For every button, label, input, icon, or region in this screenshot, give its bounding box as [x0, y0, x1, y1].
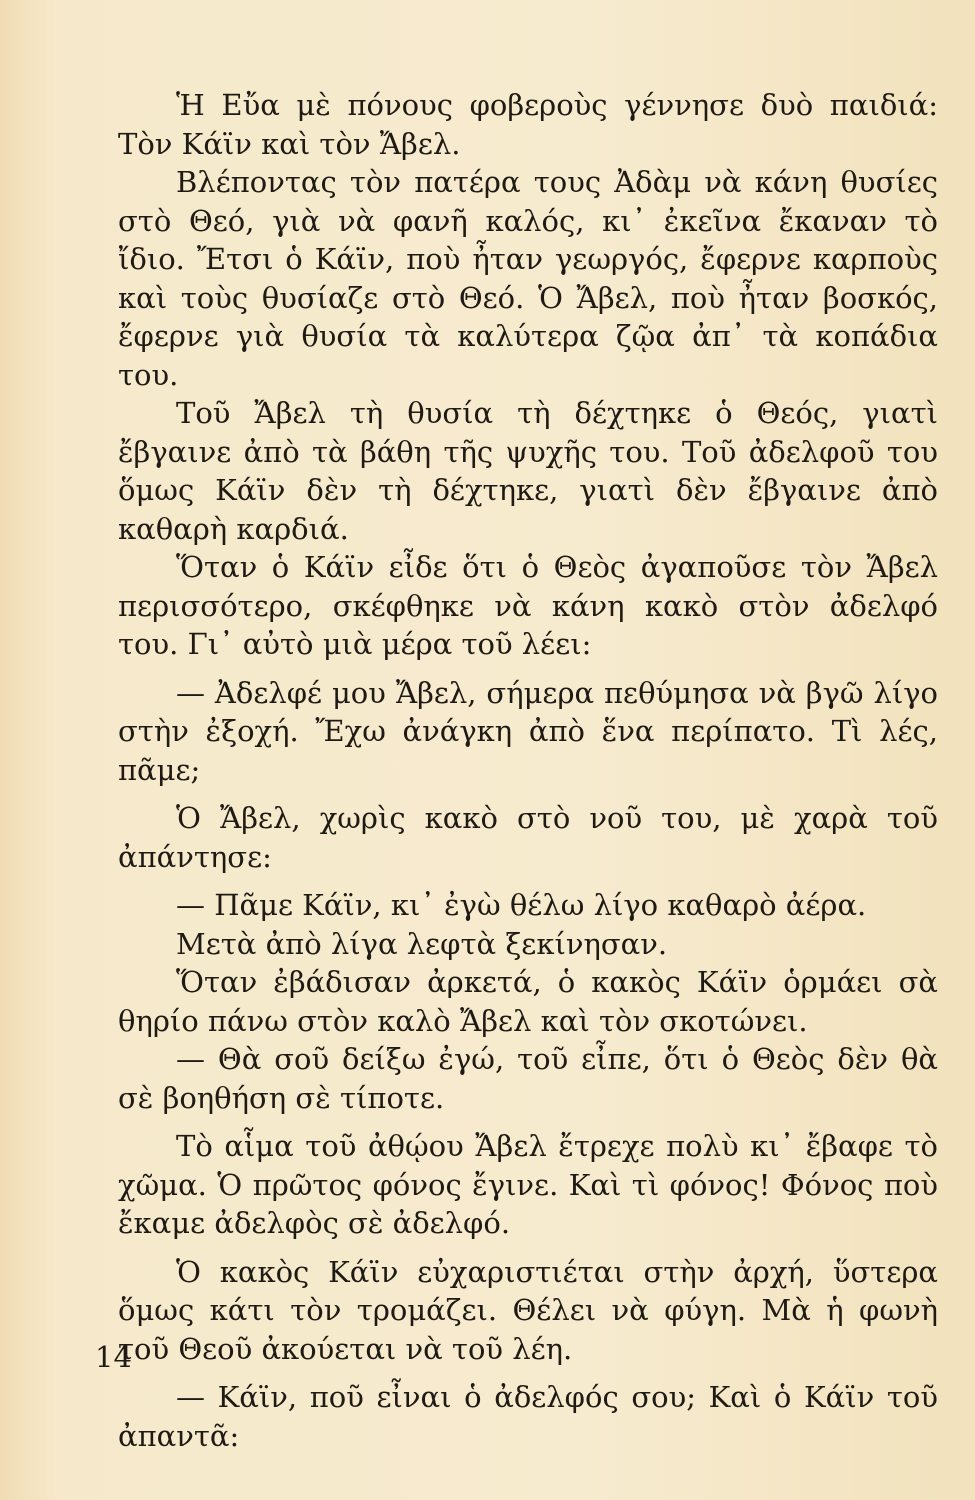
page-text: [118, 86, 938, 1455]
paragraph-5: — Ἀδελφέ μου Ἄβελ, σήμερα πεθύμησα νὰ βγῶ λίγο στὴν ἐξοχή. Ἔχω ἀνάγκη ἀπὸ ἕνα περίπατο. Τὶ λές, πᾶμε;: [118, 675, 938, 787]
paragraph-10: — Θὰ σοῦ δείξω ἐγώ, τοῦ εἶπε, ὅτι ὁ Θεὸς δὲν θὰ σὲ βοηθήση σὲ τίποτε.: [118, 1042, 938, 1115]
paragraph-11: Τὸ αἷμα τοῦ ἀθῴου Ἄβελ ἔτρεχε πολὺ κι᾿ ἔβαφε τὸ χῶμα. Ὁ πρῶτος φόνος ἔγινε. Καὶ τὶ φόνος! Φόνος ποὺ ἔκαμε ἀδελφὸς σὲ ἀδελφό.: [118, 1129, 938, 1240]
paragraph-4: Ὅταν ὁ Κάϊν εἶδε ὅτι ὁ Θεὸς ἀγαποῦσε τὸν Ἄβελ περισσότερο, σκέφθηκε νὰ κάνη κακὸ στὸν ἀδελφό του. Γι᾿ αὐτὸ μιὰ μέρα τοῦ λέει:: [118, 550, 938, 661]
paragraph-7: — Πᾶμε Κάϊν, κι᾿ ἐγὼ θέλω λίγο καθαρὸ ἀέρα.: [176, 888, 867, 922]
paragraph-1: Ἡ Εὔα μὲ πόνους φοβεροὺς γέννησε δυὸ παιδιά: Τὸν Κάϊν καὶ τὸν Ἄβελ.: [118, 88, 938, 161]
paragraph-9: Ὅταν ἐβάδισαν ἀρκετά, ὁ κακὸς Κάϊν ὁρμάει σὰ θηρίο πάνω στὸν καλὸ Ἄβελ καὶ τὸν σκοτώνει.: [118, 965, 938, 1038]
paragraph-2: Βλέποντας τὸν πατέρα τους Ἀδὰμ νὰ κάνη θυσίες στὸ Θεό, γιὰ νὰ φανῆ καλός, κι᾿ ἐκεῖνα ἔκαναν τὸ ἴδιο. Ἔτσι ὁ Κάϊν, ποὺ ἦταν γεωργός, ἔφερνε καρποὺς καὶ τοὺς θυσίαζε στὸ Θεό. Ὁ Ἄβελ, ποὺ ἦταν βοσκός, ἔφερνε γιὰ θυσία τὰ καλύτερα ζῷα ἀπ᾿ τὰ κοπάδια του.: [118, 165, 938, 392]
paragraph-13: — Κάϊν, ποῦ εἶναι ὁ ἀδελφός σου; Καὶ ὁ Κάϊν τοῦ ἀπαντᾶ:: [118, 1380, 938, 1453]
paragraph-12: Ὁ κακὸς Κάϊν εὐχαριστιέται στὴν ἀρχή, ὕστερα ὅμως κάτι τὸν τρομάζει. Θέλει νὰ φύγη. Μὰ ἡ φωνὴ τοῦ Θεοῦ ἀκούεται νὰ τοῦ λέη.: [118, 1254, 938, 1366]
paragraph-6: Ὁ Ἄβελ, χωρὶς κακὸ στὸ νοῦ του, μὲ χαρὰ τοῦ ἀπάντησε:: [118, 801, 938, 874]
page-number: 14: [95, 1340, 132, 1374]
paragraph-3: Τοῦ Ἄβελ τὴ θυσία τὴ δέχτηκε ὁ Θεός, γιατὶ ἔβγαινε ἀπὸ τὰ βάθη τῆς ψυχῆς του. Τοῦ ἀδελφοῦ του ὅμως Κάϊν δὲν τὴ δέχτηκε, γιατὶ δὲν ἔβγαινε ἀπὸ καθαρὴ καρδιά.: [118, 396, 938, 546]
paragraph-8: Μετὰ ἀπὸ λίγα λεφτὰ ξεκίνησαν.: [176, 926, 668, 961]
